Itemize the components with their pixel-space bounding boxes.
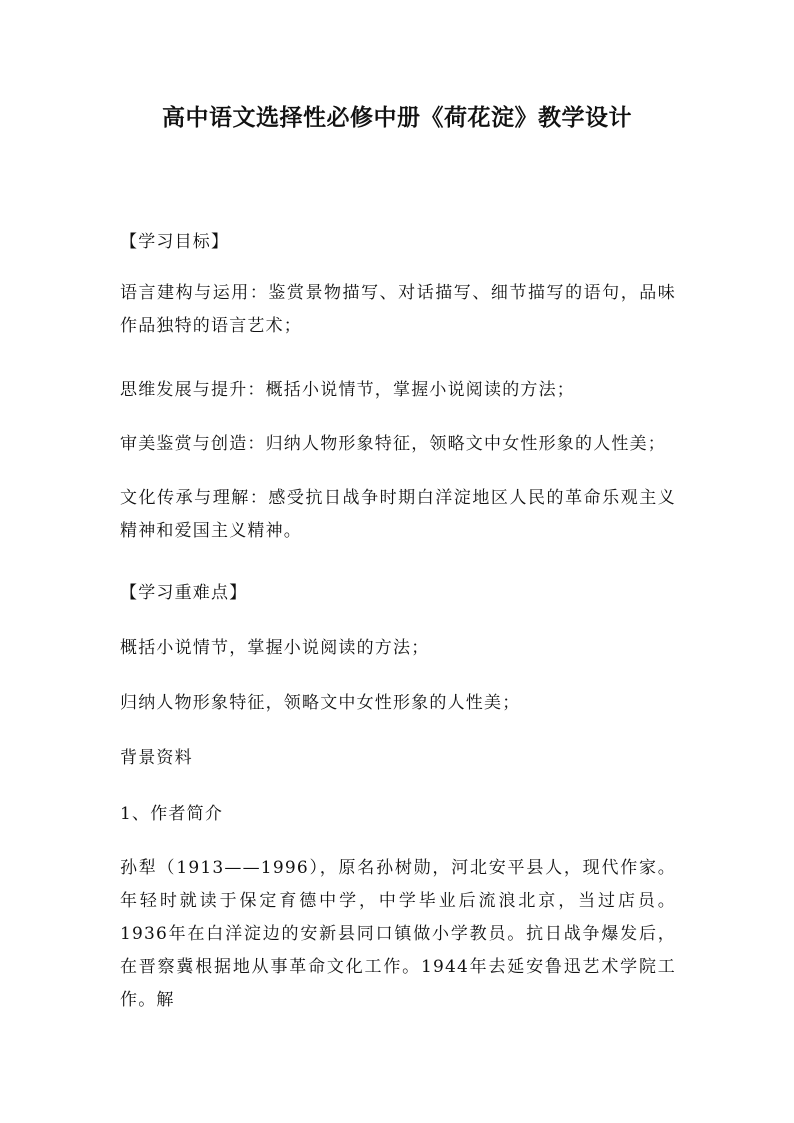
objective-thinking: 思维发展与提升：概括小说情节，掌握小说阅读的方法； <box>120 380 575 400</box>
key-point-character: 归纳人物形象特征，领略文中女性形象的人性美； <box>120 693 521 713</box>
key-point-plot: 概括小说情节，掌握小说阅读的方法； <box>120 638 430 658</box>
objective-culture: 文化传承与理解：感受抗日战争时期白洋淀地区人民的革命乐观主义精神和爱国主义精神。 <box>120 488 676 541</box>
objective-aesthetics: 审美鉴赏与创造：归纳人物形象特征，领略文中女性形象的人性美； <box>120 434 666 454</box>
document-title: 高中语文选择性必修中册《荷花淀》教学设计 <box>162 105 632 131</box>
key-points-heading: 【学习重难点】 <box>120 583 248 603</box>
author-heading: 1、作者简介 <box>120 804 224 824</box>
objectives-heading: 【学习目标】 <box>120 232 230 252</box>
objective-language: 语言建构与运用：鉴赏景物描写、对话描写、细节描写的语句，品味作品独特的语言艺术； <box>120 283 676 336</box>
background-heading: 背景资料 <box>120 748 193 768</box>
author-bio: 孙犁（1913——1996），原名孙树勋，河北安平县人，现代作家。年轻时就读于保定育德中学，中学毕业后流浪北京，当过店员。1936年在白洋淀边的安新县同口镇做小学教员。抗日战争爆发后，在晋察冀根据地从事革命文化工作。1944年去延安鲁迅艺术学院工作。解 <box>120 858 676 1010</box>
